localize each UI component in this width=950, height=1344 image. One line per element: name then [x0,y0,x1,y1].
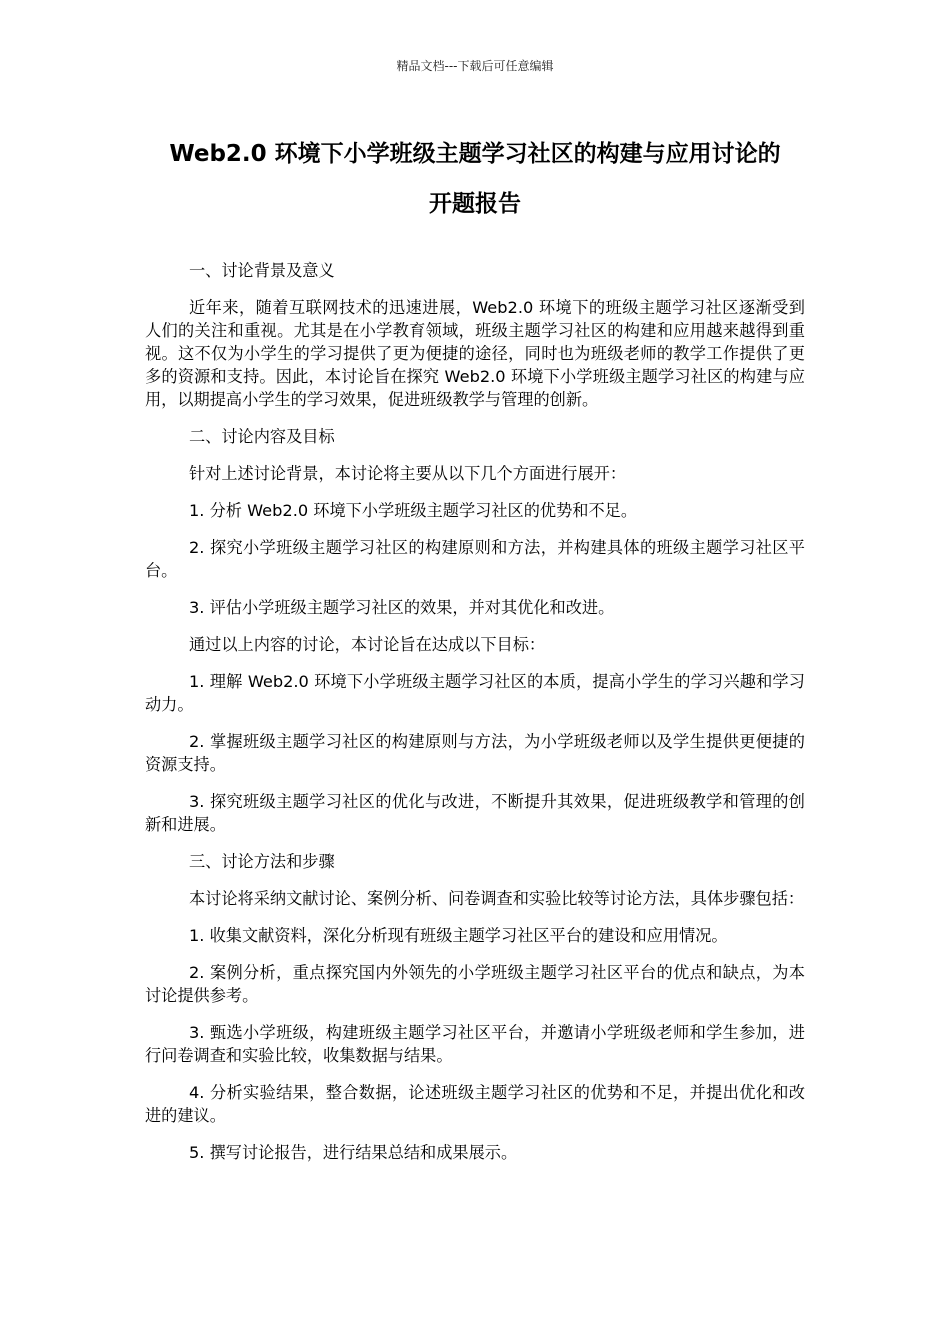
list-item-goal-1: 1. 理解 Web2.0 环境下小学班级主题学习社区的本质，提高小学生的学习兴趣和学习动力。 [145,672,805,714]
list-item-aspect-1: 1. 分析 Web2.0 环境下小学班级主题学习社区的优势和不足。 [189,501,638,520]
list-item-aspect-3: 3. 评估小学班级主题学习社区的效果，并对其优化和改进。 [189,598,615,617]
paragraph-intro-goals: 通过以上内容的讨论，本讨论旨在达成以下目标： [189,635,546,654]
list-item-step-5: 5. 撰写讨论报告，进行结果总结和成果展示。 [189,1143,518,1162]
document-title-line-1: Web2.0 环境下小学班级主题学习社区的构建与应用讨论的 [169,141,781,167]
list-item-step-3: 3. 甄选小学班级，构建班级主题学习社区平台，并邀请小学班级老师和学生参加，进行问卷调查和实验比较，收集数据与结果。 [145,1023,805,1065]
list-item-step-2: 2. 案例分析，重点探究国内外领先的小学班级主题学习社区平台的优点和缺点，为本讨论提供参考。 [145,963,805,1005]
section-heading-background: 一、讨论背景及意义 [189,261,335,280]
header-note: 精品文档---下载后可任意编辑 [396,59,554,73]
document-body [145,259,805,1178]
list-item-goal-3: 3. 探究班级主题学习社区的优化与改进，不断提升其效果，促进班级教学和管理的创新和进展。 [145,792,805,834]
list-item-aspect-2: 2. 探究小学班级主题学习社区的构建原则和方法，并构建具体的班级主题学习社区平台。 [145,538,805,580]
paragraph-methods-intro: 本讨论将采纳文献讨论、案例分析、问卷调查和实验比较等讨论方法，具体步骤包括： [189,889,805,908]
section-heading-methods: 三、讨论方法和步骤 [189,852,335,871]
list-item-step-4: 4. 分析实验结果，整合数据，论述班级主题学习社区的优势和不足，并提出优化和改进的建议。 [145,1083,805,1125]
document-title-line-2: 开题报告 [429,191,521,217]
list-item-goal-2: 2. 掌握班级主题学习社区的构建原则与方法，为小学班级老师以及学生提供更便捷的资源支持。 [145,732,805,774]
paragraph-background: 近年来，随着互联网技术的迅速进展，Web2.0 环境下的班级主题学习社区逐渐受到人们的关注和重视。尤其是在小学教育领域，班级主题学习社区的构建和应用越来越得到重视。这不仅为小学生的学习提供了更为便捷的途径，同时也为班级老师的教学工作提供了更多的资源和支持。因此，本讨论旨在探究 Web2.0 环境下小学班级主题学习社区的构建与应用，以期提高小学生的学习效果，促进班级教学与管理的创新。 [145,298,805,409]
section-heading-content-goals: 二、讨论内容及目标 [189,427,335,446]
list-item-step-1: 1. 收集文献资料，深化分析现有班级主题学习社区平台的建设和应用情况。 [189,926,728,945]
paragraph-intro-aspects: 针对上述讨论背景，本讨论将主要从以下几个方面进行展开： [189,464,627,483]
